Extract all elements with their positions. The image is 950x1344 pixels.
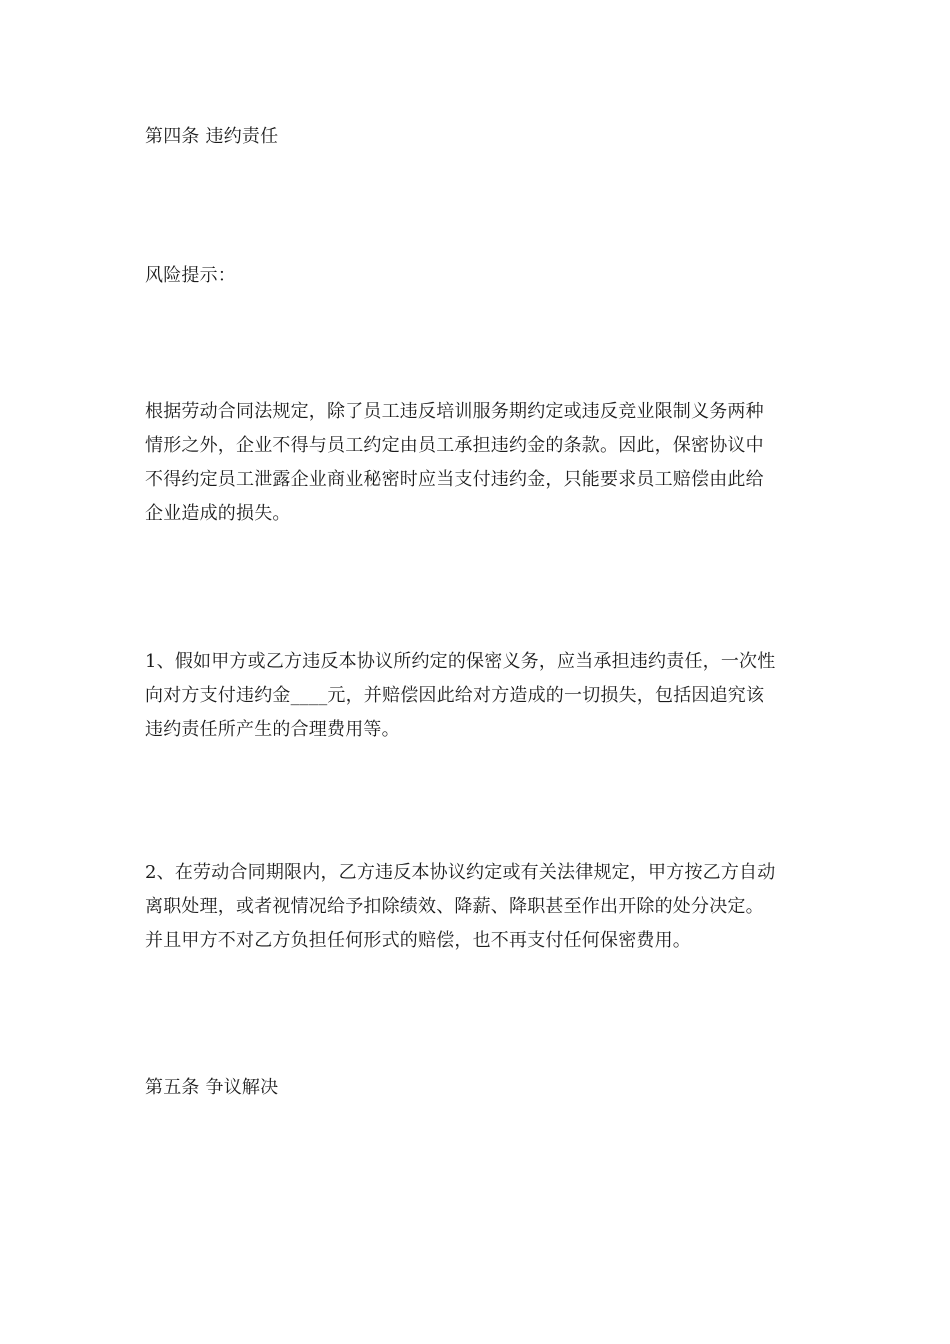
article-5-heading (145, 1071, 813, 1105)
paragraph-line: 1、假如甲方或乙方违反本协议所约定的保密义务，应当承担违约责任，一次性 (145, 651, 776, 672)
heading-text: 第五条 争议解决 (145, 1077, 279, 1098)
paragraph-line: 2、在劳动合同期限内，乙方违反本协议约定或有关法律规定，甲方按乙方自动 (145, 862, 776, 883)
paragraph-line: 违约责任所产生的合理费用等。 (145, 719, 400, 740)
paragraph-line: 企业造成的损失。 (145, 503, 291, 524)
clause-item-1 (145, 645, 813, 747)
risk-label-text: 风险提示： (145, 265, 236, 286)
risk-notice-label (145, 259, 813, 293)
heading-text: 第四条 违约责任 (145, 126, 279, 147)
paragraph-line: 离职处理，或者视情况给予扣除绩效、降薪、降职甚至作出开除的处分决定。 (145, 896, 764, 917)
paragraph-line: 向对方支付违约金____元，并赔偿因此给对方造成的一切损失，包括因追究该 (145, 685, 765, 706)
risk-notice-paragraph (145, 395, 813, 531)
paragraph-line: 并且甲方不对乙方负担任何形式的赔偿，也不再支付任何保密费用。 (145, 930, 691, 951)
paragraph-line: 不得约定员工泄露企业商业秘密时应当支付违约金，只能要求员工赔偿由此给 (145, 469, 764, 490)
paragraph-line: 根据劳动合同法规定，除了员工违反培训服务期约定或违反竞业限制义务两种 (145, 401, 764, 422)
article-4-heading (145, 120, 813, 154)
clause-item-2 (145, 856, 813, 958)
paragraph-line: 情形之外，企业不得与员工约定由员工承担违约金的条款。因此，保密协议中 (145, 435, 764, 456)
